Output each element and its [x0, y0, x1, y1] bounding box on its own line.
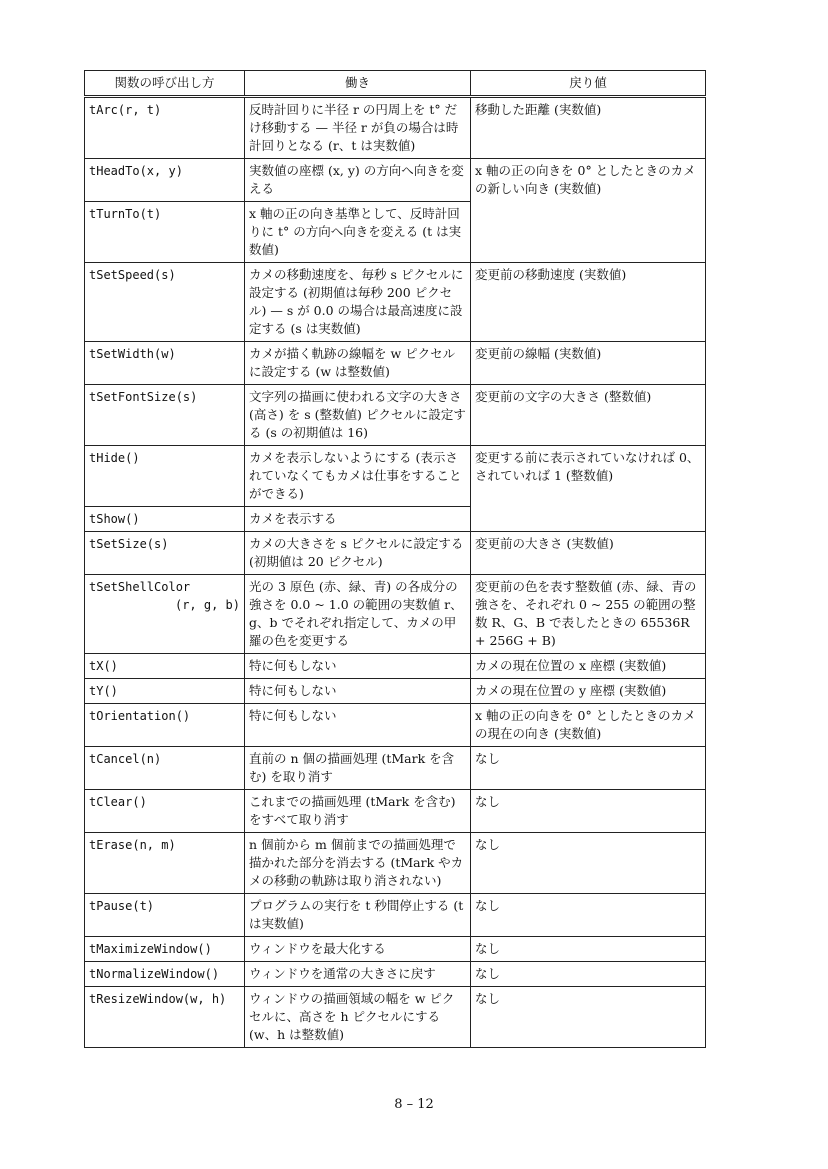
table-row: [85, 159, 706, 202]
function-description: これまでの描画処理 (tMark を含む) をすべて取り消す: [245, 790, 471, 833]
table-row: [85, 833, 706, 894]
function-call: [85, 937, 245, 962]
function-return: なし: [471, 833, 706, 894]
function-name: tHeadTo(x, y): [89, 164, 183, 178]
function-call: [85, 894, 245, 937]
table-row: [85, 790, 706, 833]
function-call: [85, 962, 245, 987]
function-description: 直前の n 個の描画処理 (tMark を含む) を取り消す: [245, 747, 471, 790]
function-description: 特に何もしない: [245, 679, 471, 704]
function-call: [85, 704, 245, 747]
function-name: tSetWidth(w): [89, 347, 176, 361]
function-call: [85, 446, 245, 507]
function-call: [85, 263, 245, 342]
function-return: なし: [471, 962, 706, 987]
function-description: カメが描く軌跡の線幅を w ピクセルに設定する (w は整数値): [245, 342, 471, 385]
function-name: tSetFontSize(s): [89, 390, 198, 404]
page-number: 8 – 12: [394, 1097, 434, 1112]
function-call: [85, 575, 245, 654]
function-return: カメの現在位置の x 座標 (実数値): [471, 654, 706, 679]
function-name: tPause(t): [89, 899, 155, 913]
function-description: ウィンドウを最大化する: [245, 937, 471, 962]
function-description: カメを表示しないようにする (表示されていなくてもカメは仕事をすることができる): [245, 446, 471, 507]
function-call: [85, 790, 245, 833]
function-return: x 軸の正の向きを 0° としたときのカメの現在の向き (実数値): [471, 704, 706, 747]
function-call: [85, 159, 245, 202]
function-name: tY(): [89, 684, 118, 698]
function-name: tArc(r, t): [89, 103, 162, 117]
header-return: 戻り値: [471, 71, 706, 97]
table-row: [85, 679, 706, 704]
function-description: ウィンドウを通常の大きさに戻す: [245, 962, 471, 987]
table-row: [85, 987, 706, 1048]
function-return: なし: [471, 937, 706, 962]
function-name: tOrientation(): [89, 709, 191, 723]
function-description: 実数値の座標 (x, y) の方向へ向きを変える: [245, 159, 471, 202]
function-description: プログラムの実行を t 秒間停止する (t は実数値): [245, 894, 471, 937]
function-name: tTurnTo(t): [89, 207, 162, 221]
function-return: なし: [471, 987, 706, 1048]
function-description: 光の 3 原色 (赤、緑、青) の各成分の強さを 0.0 ~ 1.0 の範囲の実数値 r、g、b でそれぞれ指定して、カメの甲羅の色を変更する: [245, 575, 471, 654]
function-description: カメの大きさを s ピクセルに設定する (初期値は 20 ピクセル): [245, 532, 471, 575]
table-row: [85, 342, 706, 385]
table-row: [85, 97, 706, 159]
function-name: tErase(n, m): [89, 838, 176, 852]
function-return: カメの現在位置の y 座標 (実数値): [471, 679, 706, 704]
table-row: [85, 704, 706, 747]
function-name: tSetShellColor: [89, 580, 191, 594]
table-header-row: [85, 71, 706, 97]
function-name: tX(): [89, 659, 118, 673]
function-call: [85, 833, 245, 894]
function-table: [84, 70, 706, 1048]
function-call: [85, 532, 245, 575]
table-row: [85, 937, 706, 962]
table-row: [85, 894, 706, 937]
function-return: 変更前の大きさ (実数値): [471, 532, 706, 575]
function-call: [85, 747, 245, 790]
function-call: [85, 654, 245, 679]
function-description: n 個前から m 個前までの描画処理で描かれた部分を消去する (tMark やカメの移動の軌跡は取り消されない): [245, 833, 471, 894]
function-description: カメの移動速度を、毎秒 s ピクセルに設定する (初期値は毎秒 200 ピクセル) — s が 0.0 の場合は最高速度に設定する (s は実数値): [245, 263, 471, 342]
function-call: [85, 97, 245, 159]
table-row: [85, 747, 706, 790]
function-return: 変更する前に表示されていなければ 0、されていれば 1 (整数値): [471, 446, 706, 532]
function-call: [85, 987, 245, 1048]
function-description: 特に何もしない: [245, 704, 471, 747]
function-name: tClear(): [89, 795, 147, 809]
function-return: なし: [471, 790, 706, 833]
function-call: [85, 342, 245, 385]
header-call: 関数の呼び出し方: [85, 71, 245, 97]
function-return: なし: [471, 747, 706, 790]
function-return: 変更前の色を表す整数値 (赤、緑、青の強さを、それぞれ 0 ~ 255 の範囲の整数 R、G、B で表したときの 65536R + 256G + B): [471, 575, 706, 654]
table-row: [85, 654, 706, 679]
table-row: [85, 385, 706, 446]
table-row: [85, 446, 706, 507]
function-call: [85, 679, 245, 704]
table-body: [85, 97, 706, 1048]
function-description: ウィンドウの描画領域の幅を w ピクセルに、高さを h ピクセルにする (w、h は整数値): [245, 987, 471, 1048]
function-return: 変更前の移動速度 (実数値): [471, 263, 706, 342]
function-description: カメを表示する: [245, 507, 471, 532]
table-row: [85, 532, 706, 575]
function-name: tSetSpeed(s): [89, 268, 176, 282]
function-call: [85, 507, 245, 532]
table-row: [85, 575, 706, 654]
function-name: tCancel(n): [89, 752, 162, 766]
function-description: x 軸の正の向き基準として、反時計回りに t° の方向へ向きを変える (t は実数値): [245, 202, 471, 263]
function-description: 文字列の描画に使われる文字の大きさ (高さ) を s (整数値) ピクセルに設定する (s の初期値は 16): [245, 385, 471, 446]
function-call: [85, 202, 245, 263]
table-row: [85, 263, 706, 342]
function-return: 移動した距離 (実数値): [471, 97, 706, 159]
table-row: [85, 962, 706, 987]
function-return: なし: [471, 894, 706, 937]
function-description: 特に何もしない: [245, 654, 471, 679]
function-name: tResizeWindow(w, h): [89, 992, 227, 1006]
function-name: tShow(): [89, 512, 140, 526]
function-return: x 軸の正の向きを 0° としたときのカメの新しい向き (実数値): [471, 159, 706, 263]
function-name: tMaximizeWindow(): [89, 942, 212, 956]
header-behavior: 働き: [245, 71, 471, 97]
function-args: (r, g, b): [174, 598, 240, 612]
function-return: 変更前の線幅 (実数値): [471, 342, 706, 385]
function-name: tHide(): [89, 451, 140, 465]
function-name: tSetSize(s): [89, 537, 169, 551]
function-call: [85, 385, 245, 446]
function-description: 反時計回りに半径 r の円周上を t° だけ移動する — 半径 r が負の場合は時計回りとなる (r、t は実数値): [245, 97, 471, 159]
function-return: 変更前の文字の大きさ (整数値): [471, 385, 706, 446]
function-name: tNormalizeWindow(): [89, 967, 220, 981]
